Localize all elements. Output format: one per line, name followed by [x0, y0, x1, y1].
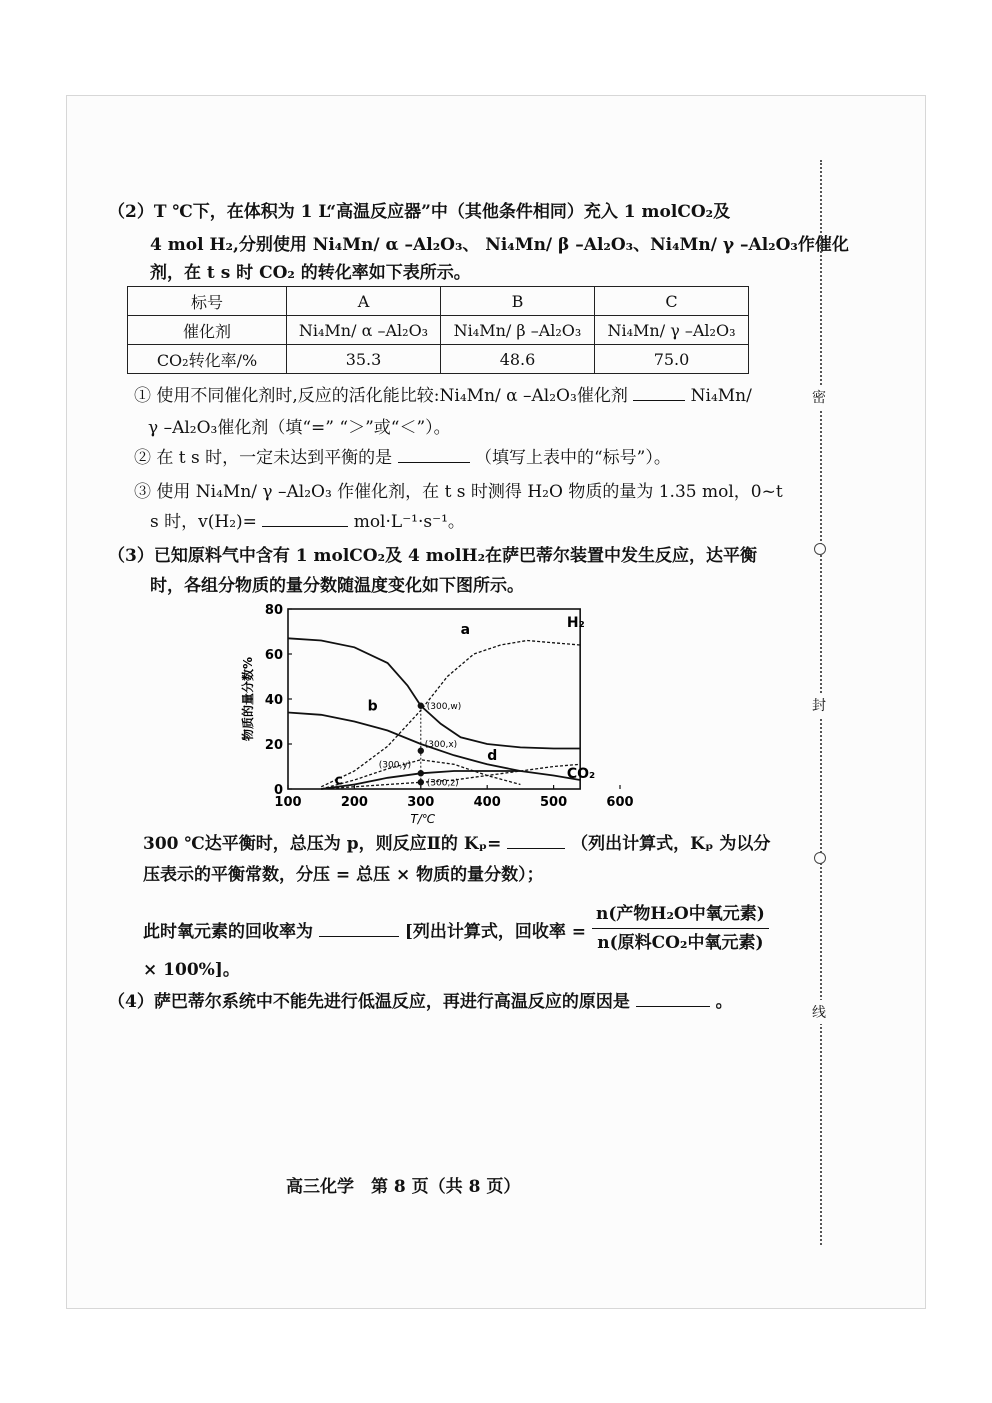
- q3-line2: 时，各组分物质的量分数随温度变化如下图所示。: [150, 576, 524, 596]
- q2-sub1-text-b: Ni₄Mn/: [690, 386, 752, 406]
- series-label: H₂: [566, 615, 585, 631]
- binding-char: 线: [812, 1000, 826, 1024]
- data-point: [418, 770, 424, 776]
- q4-line: [108, 987, 733, 1017]
- table-cell: Ni₄Mn/ γ –Al₂O₃: [595, 316, 749, 345]
- table-row: [128, 316, 749, 345]
- q2-sub2-tail: （填写上表中的“标号”）。: [474, 448, 671, 468]
- answer-blank[interactable]: [319, 920, 399, 937]
- data-point: [418, 703, 424, 709]
- series-label: b: [367, 698, 378, 715]
- equilibrium-chart: [230, 595, 650, 830]
- q3-recovery-tail: × 100%]。: [143, 960, 240, 980]
- q3-line1: （3）已知原料气中含有 1 molCO₂及 4 molH₂在萨巴蒂尔装置中发生反应，达平衡: [108, 546, 758, 566]
- table-header-cell: C: [595, 287, 749, 316]
- series-label: CO₂: [566, 765, 596, 782]
- point-label: (300,x): [424, 739, 458, 750]
- table-cell: CO₂转化率/%: [128, 345, 287, 374]
- q4-text: （4）萨巴蒂尔系统中不能先进行低温反应，再进行高温反应的原因是: [108, 992, 630, 1012]
- q2-sub3-unit: mol·L⁻¹·s⁻¹。: [353, 512, 465, 532]
- x-tick-label: 600: [606, 795, 634, 810]
- q2-sub3-line2: [150, 507, 465, 537]
- data-point: [418, 779, 424, 785]
- table-cell: 催化剂: [128, 316, 287, 345]
- y-tick-label: 0: [273, 783, 283, 798]
- q2-sub3-text: s 时，v(H₂)=: [150, 512, 257, 532]
- y-tick-label: 20: [264, 738, 283, 753]
- table-row: [128, 287, 749, 316]
- table-cell: 75.0: [595, 345, 749, 374]
- data-point: [418, 748, 424, 754]
- x-axis-label: T/℃: [410, 812, 436, 826]
- q2-line3: 剂，在 t s 时 CO₂ 的转化率如下表所示。: [150, 263, 471, 283]
- fraction-numerator: n(产物H₂O中氧元素): [592, 902, 769, 929]
- table-cell: 35.3: [287, 345, 441, 374]
- series-label: d: [487, 747, 498, 764]
- y-axis-label: 物质的量分数%: [241, 656, 255, 742]
- q4-tail: 。: [715, 992, 733, 1012]
- series-line-H₂: [321, 641, 580, 787]
- point-label: (300,w): [426, 701, 462, 712]
- binding-char: 密: [812, 385, 826, 409]
- x-tick-label: 500: [540, 795, 568, 810]
- x-tick-label: 100: [274, 795, 302, 810]
- table-row: [128, 345, 749, 374]
- recovery-fraction: [592, 902, 769, 955]
- q3-recovery-text-b: [列出计算式，回收率 =: [404, 922, 587, 942]
- q2-sub1-text: ① 使用不同催化剂时,反应的活化能比较:Ni₄Mn/ α –Al₂O₃催化剂: [134, 386, 628, 406]
- q3-kp-line1: [143, 829, 770, 859]
- series-line-a: [288, 638, 580, 748]
- q3-recovery-text: 此时氧元素的回收率为: [143, 922, 313, 942]
- series-label: c: [334, 772, 343, 789]
- answer-blank[interactable]: [636, 990, 710, 1007]
- q3-kp-line2: 压表示的平衡常数，分压 = 总压 × 物质的量分数）；: [143, 865, 544, 885]
- q3-kp-text-b: （列出计算式，Kₚ 为以分: [571, 834, 771, 854]
- table-header-cell: 标号: [128, 287, 287, 316]
- table-cell: 48.6: [441, 345, 595, 374]
- table-header-cell: B: [441, 287, 595, 316]
- q2-sub1-line1: [134, 381, 752, 411]
- answer-blank[interactable]: [398, 446, 470, 463]
- y-tick-label: 80: [264, 603, 283, 618]
- answer-blank[interactable]: [633, 384, 685, 401]
- q2-sub3-line1: ③ 使用 Ni₄Mn/ γ –Al₂O₃ 作催化剂，在 t s 时测得 H₂O 物质的量为 1.35 mol，0~t: [134, 482, 783, 502]
- series-label: a: [460, 621, 471, 638]
- q2-sub2: [134, 443, 671, 473]
- q2-line2: 4 mol H₂,分别使用 Ni₄Mn/ α –Al₂O₃、 Ni₄Mn/ β –Al₂O₃、Ni₄Mn/ γ –Al₂O₃作催化: [150, 235, 849, 255]
- q2-line1: （2）T ℃下，在体积为 1 L“高温反应器”中（其他条件相同）充入 1 molCO₂及: [108, 202, 731, 222]
- answer-blank[interactable]: [507, 832, 565, 849]
- q3-kp-text: 300 ℃达平衡时，总压为 p，则反应Ⅱ的 Kₚ=: [143, 834, 502, 854]
- x-tick-label: 400: [473, 795, 501, 810]
- point-label: (300,z): [426, 778, 459, 789]
- table-cell: Ni₄Mn/ β –Al₂O₃: [441, 316, 595, 345]
- binding-char: 封: [812, 693, 826, 717]
- q2-sub2-text: ② 在 t s 时，一定未达到平衡的是: [134, 448, 393, 468]
- catalyst-table: [127, 286, 749, 374]
- fraction-denominator: n(原料CO₂中氧元素): [597, 933, 764, 953]
- q3-recovery-line: [143, 906, 769, 959]
- point-label: (300,y): [378, 760, 412, 771]
- table-cell: Ni₄Mn/ α –Al₂O₃: [287, 316, 441, 345]
- answer-blank[interactable]: [262, 510, 348, 527]
- q2-sub1-line2: γ –Al₂O₃催化剂（填“=” “＞”或“＜”）。: [148, 418, 451, 438]
- binding-circle: [814, 543, 826, 555]
- y-tick-label: 60: [264, 648, 283, 663]
- x-tick-label: 200: [340, 795, 368, 810]
- table-header-cell: A: [287, 287, 441, 316]
- page-footer: 高三化学 第 8 页（共 8 页）: [286, 1177, 521, 1197]
- y-tick-label: 40: [264, 693, 283, 708]
- x-tick-label: 300: [407, 795, 435, 810]
- binding-circle: [814, 852, 826, 864]
